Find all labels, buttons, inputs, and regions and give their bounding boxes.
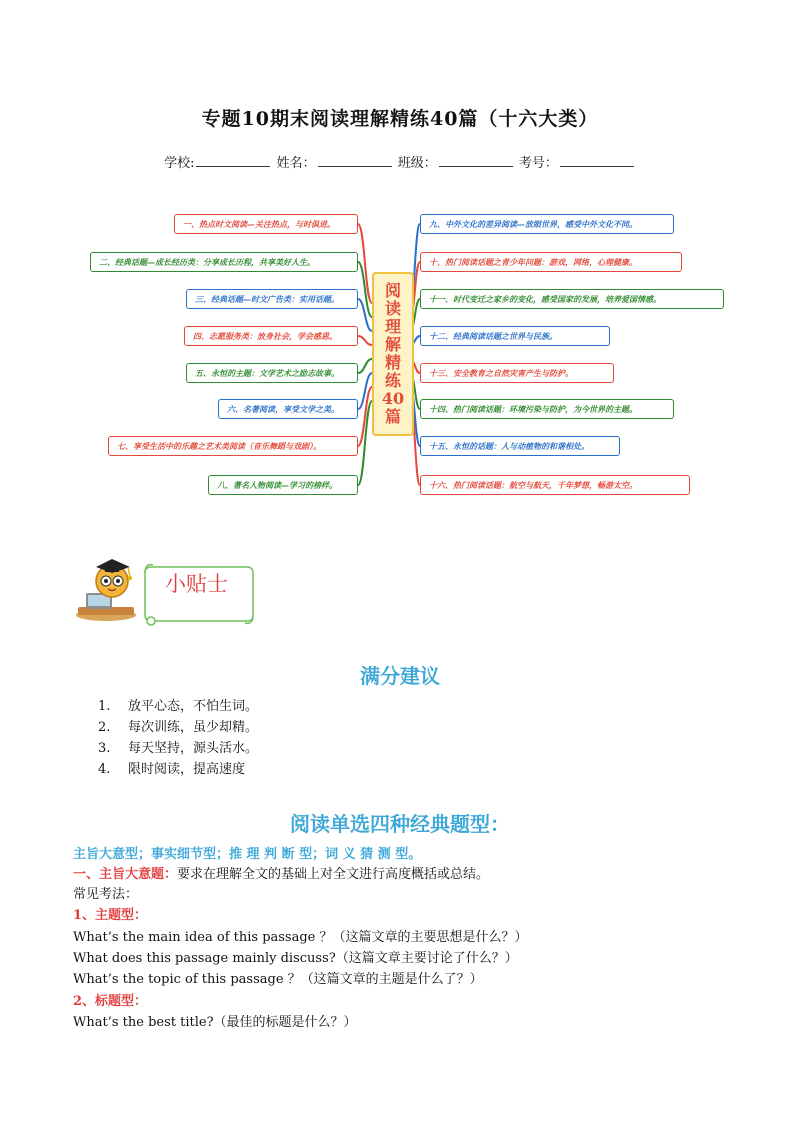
mind-map-branch [358,336,372,345]
advice-item [98,759,258,780]
subtype2-label: 2、标题型： [73,994,148,1009]
subtype1-label: 1、主题型： [73,908,148,923]
school-blank [196,154,270,167]
section1-label: 一、主旨大意题： [73,867,178,882]
mind-map-node-right-2: 十、热门阅读话题之青少年问题：游戏，网络，心理健康。 [420,252,682,272]
advice-item-text: 每天坚持，源头活水。 [128,741,259,756]
mind-map-node-right-6: 十四、热门阅读话题：环境污染与防护，为今世界的主题。 [420,399,674,419]
question-example-line: What does this passage mainly discuss?（这篇文章主要讨论了什么？） [73,951,518,966]
mind-map-center [372,272,414,436]
student-info-line [0,152,800,171]
mind-map-center-char: 40 [381,389,405,408]
section1-line [73,864,489,885]
mind-map-center-char: 精 [384,353,401,372]
advice-item-number: 4. [98,762,111,777]
mind-map-branch [358,359,372,373]
question-types-heading: 阅读单选四种经典题型： [290,812,510,836]
mind-map-center-char: 读 [384,299,401,318]
question-example-line: What’s the best title?（最佳的标题是什么？） [73,1015,357,1030]
advice-item-text: 限时阅读，提高速度 [128,762,246,777]
class-blank [439,154,513,167]
mind-map-node-left-6: 六、名著阅读，享受文学之美。 [218,399,358,419]
question-example-line: What’s the main idea of this passage ？（这篇文章的主要思想是什么？） [73,930,528,945]
advice-list [98,696,258,780]
mind-map-center-char: 练 [384,371,401,390]
mind-map-center-char: 篇 [384,407,401,426]
name-blank [318,154,392,167]
mind-map-center-char: 解 [384,335,401,354]
advice-item-text: 每次训练，虽少却精。 [128,720,259,735]
advice-heading: 满分建议 [360,664,440,688]
class-label: 班级： [397,156,437,171]
mind-map-node-right-8: 十六、热门阅读话题：航空与航天，千年梦想，畅游太空。 [420,475,690,495]
mind-map-node-left-3: 三、经典话题—时文广告类：实用话题。 [186,289,358,309]
common-methods-label: 常见考法： [73,887,139,902]
subtype1-lines [73,927,528,990]
page-title: 专题10期末阅读理解精练40篇（十六大类） [201,108,599,130]
advice-item-number: 1. [98,699,111,714]
advice-item-text: 放平心态，不怕生词。 [128,699,259,714]
section1-text: 要求在理解全文的基础上对全文进行高度概括或总结。 [177,867,490,882]
advice-item-number: 2. [98,720,111,735]
subtype2-lines [73,1012,357,1033]
mind-map-node-left-8: 八、著名人物阅读—学习的榜样。 [208,475,358,495]
mind-map-node-right-1: 九、中外文化的差异阅读—放眼世界，感受中外文化不同。 [420,214,674,234]
mind-map-node-left-4: 四、志愿服务类：放身社会，学会感恩。 [184,326,358,346]
mind-map-node-left-2: 二、经典话题—成长经历类：分享成长历程，共享美好人生。 [90,252,358,272]
mind-map-center-char: 阅 [384,281,401,300]
advice-item [98,738,258,759]
student-mascot-icon [72,555,140,623]
advice-item [98,696,258,717]
question-example-line: What’s the topic of this passage ？（这篇文章的主题是什么了？） [73,972,483,987]
mind-map-node-right-4: 十二、经典阅读话题之世界与民族。 [420,326,610,346]
advice-item-number: 3. [98,741,111,756]
question-types-summary: 主旨大意型；事实细节型；推 理 判 断 型；词 义 猜 测 型。 [73,847,422,862]
mind-map-center-char: 理 [384,317,401,336]
mind-map-node-right-7: 十五、永恒的话题：人与动植物的和谐相处。 [420,436,620,456]
mind-map-node-left-7: 七、享受生活中的乐趣之艺术类阅读（音乐舞蹈与戏剧）。 [108,436,358,456]
mind-map [60,196,740,506]
advice-item [98,717,258,738]
name-label: 姓名： [276,156,316,171]
number-label: 考号： [518,156,558,171]
number-blank [560,154,634,167]
mind-map-node-right-3: 十一、时代变迁之家乡的变化，感受国家的发展，培养爱国情感。 [420,289,724,309]
mind-map-node-left-1: 一、热点时文阅读—关注热点，与时俱进。 [174,214,358,234]
tip-label: 小贴士 [165,572,228,596]
school-label: 学校: [164,156,195,171]
mind-map-node-left-5: 五、永恒的主题：文学艺术之励志故事。 [186,363,358,383]
mind-map-node-right-5: 十三、安全教育之自然灾害产生与防护。 [420,363,614,383]
